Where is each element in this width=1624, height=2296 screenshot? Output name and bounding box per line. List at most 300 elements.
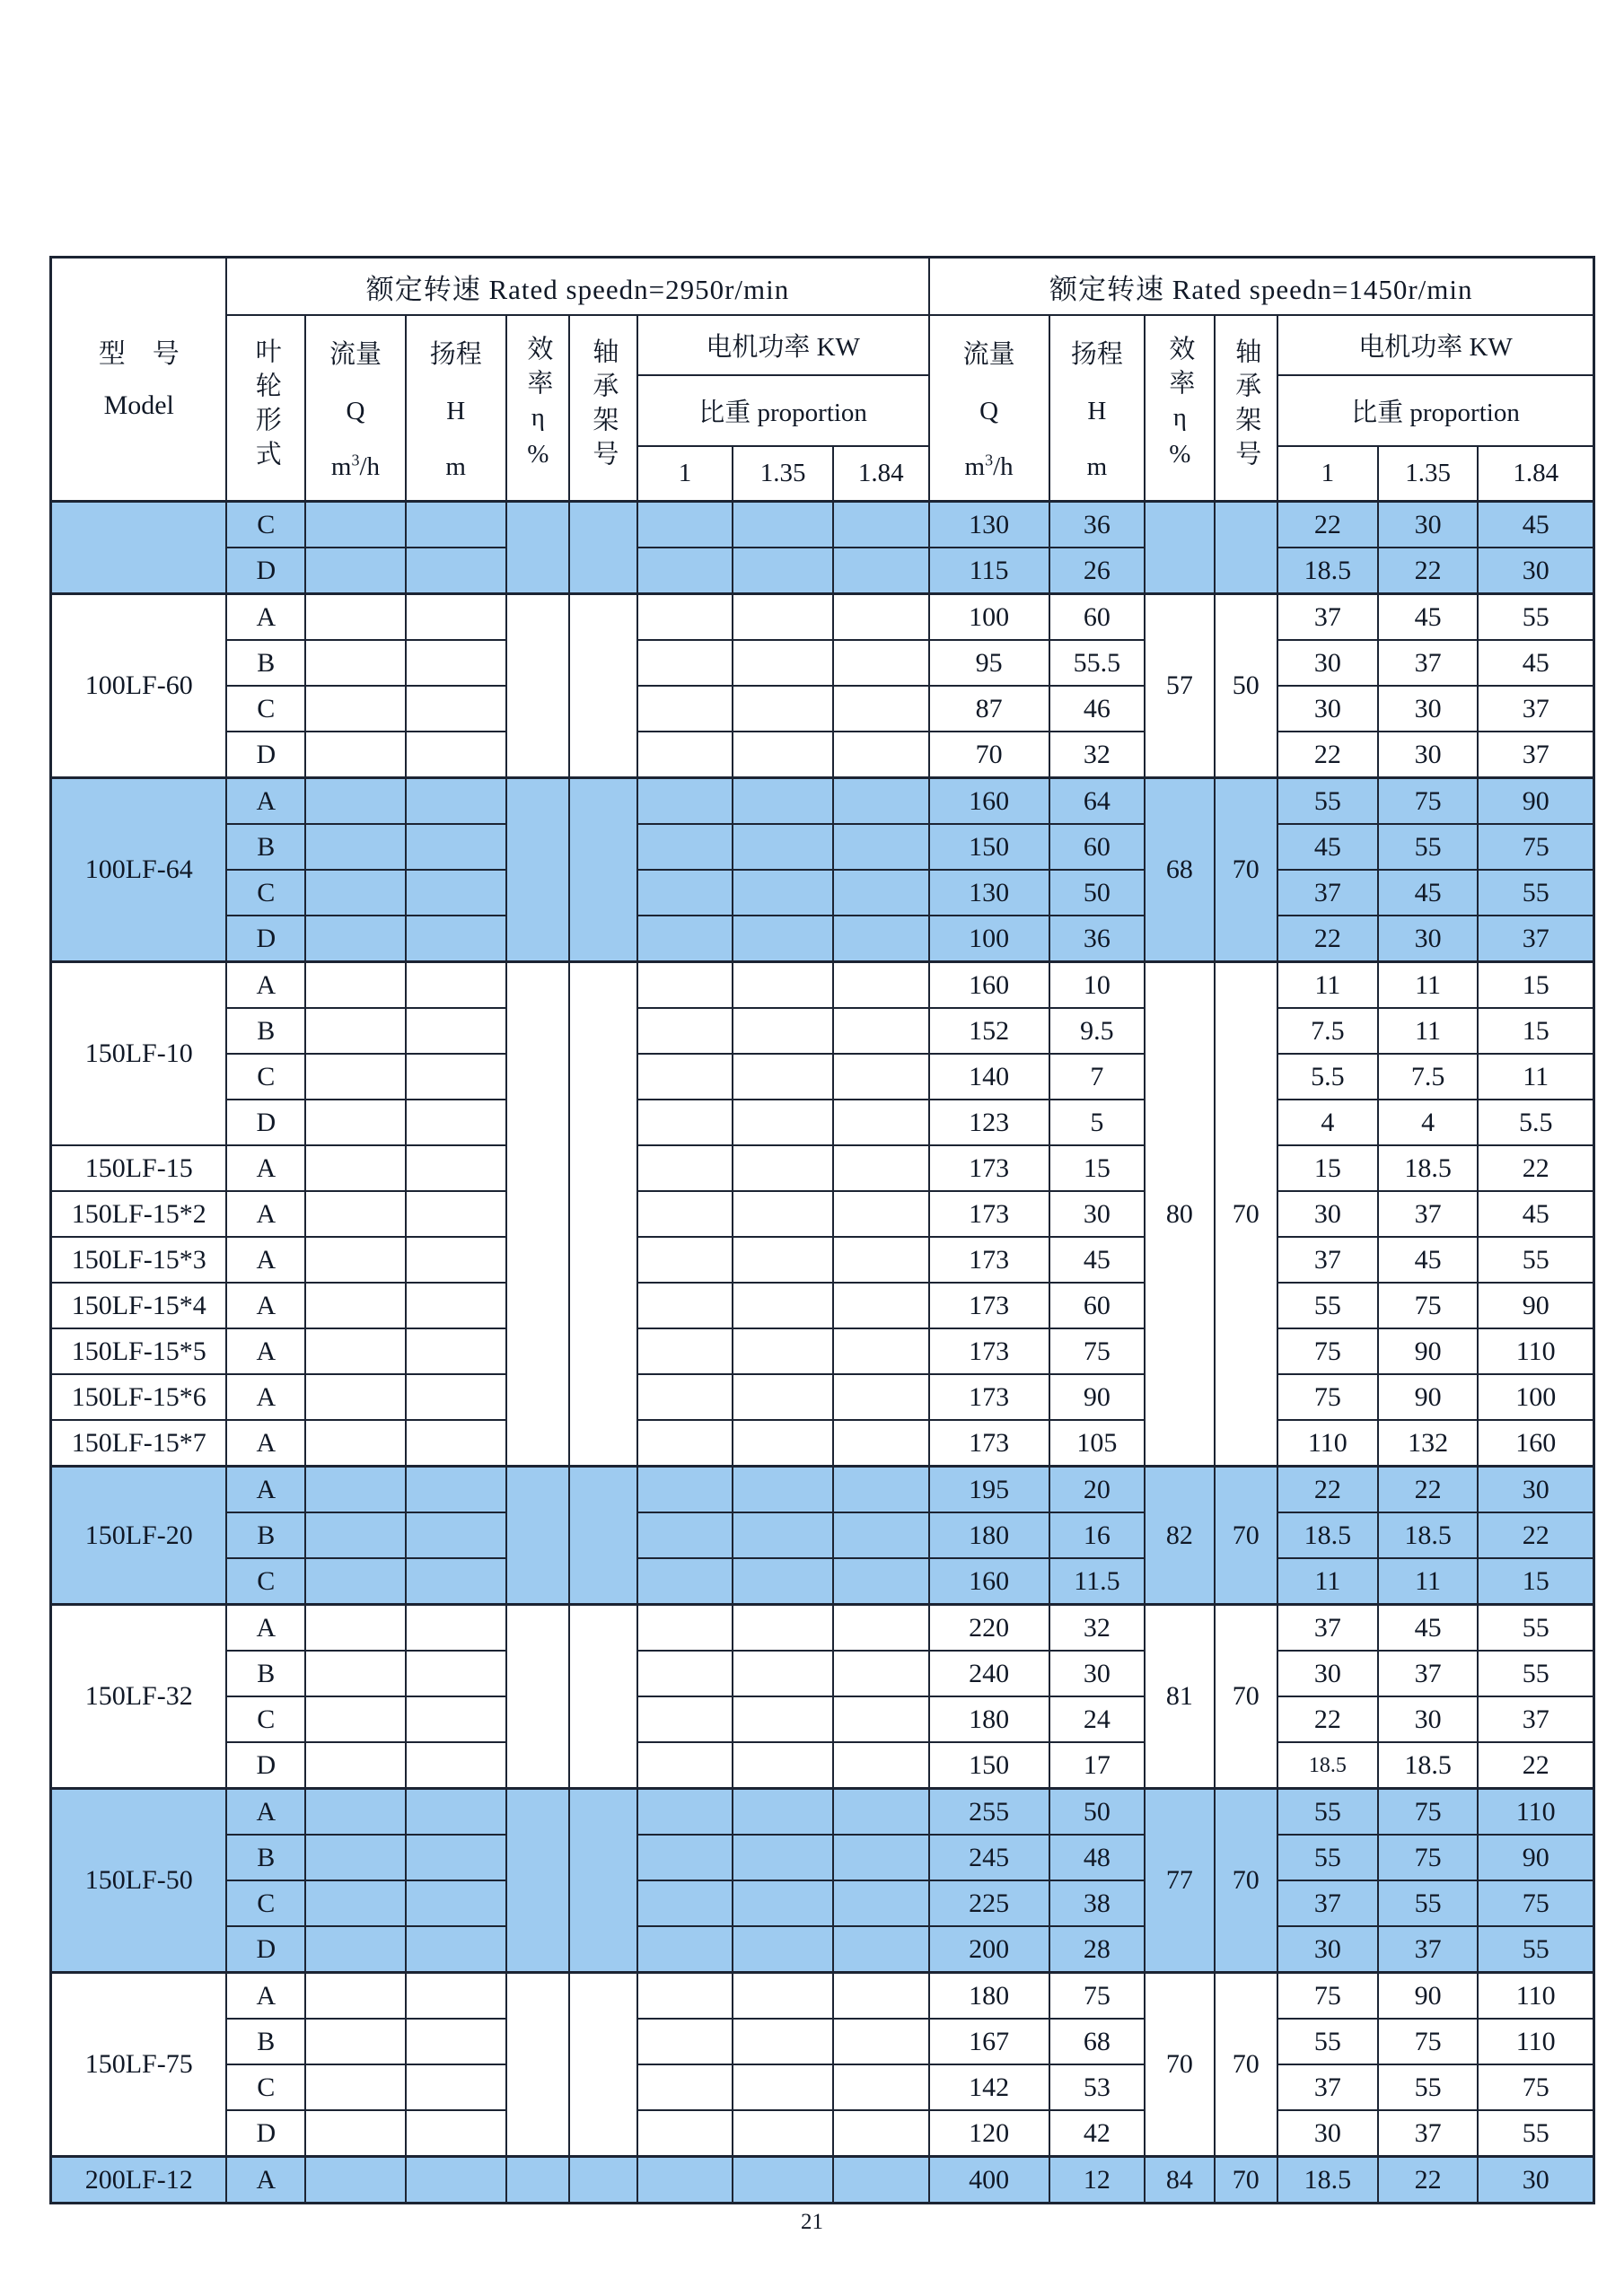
flow-1450-cell: 180 (929, 1973, 1049, 2020)
power135-2950-cell (733, 1237, 833, 1283)
head-1450-cell: 7 (1049, 1054, 1146, 1100)
model-cell: 150LF-15*4 (51, 1283, 227, 1328)
power1-1450-cell: 75 (1277, 1328, 1378, 1374)
power1-1450-cell: 37 (1277, 1605, 1378, 1652)
model-label-cn: 型 号 (98, 338, 180, 369)
impeller-cell: A (226, 1145, 305, 1191)
impeller-cell: C (226, 1696, 305, 1742)
power135-1450-cell: 55 (1378, 2064, 1479, 2110)
flow-2950-cell (305, 1374, 406, 1420)
flow-1450-cell: 100 (929, 594, 1049, 641)
power135-2950-cell (733, 548, 833, 594)
head-2950-cell (406, 1558, 506, 1605)
power1-2950-cell (637, 1835, 733, 1880)
head-2950-cell (406, 962, 506, 1009)
flow-2950-cell (305, 1789, 406, 1836)
power184-2950-cell (833, 1558, 929, 1605)
power1-2950-cell (637, 1512, 733, 1558)
impeller-cell: A (226, 1973, 305, 2020)
power135-2950-cell (733, 1328, 833, 1374)
flow-2950-cell (305, 1835, 406, 1880)
power1-1450-cell: 11 (1277, 1558, 1378, 1605)
impeller-cell: C (226, 502, 305, 548)
power135-1450-cell: 11 (1378, 1558, 1479, 1605)
flow-1450-cell: 140 (929, 1054, 1049, 1100)
head-2950-cell (406, 1145, 506, 1191)
power184-1450-cell: 37 (1478, 686, 1593, 732)
impeller-cell: C (226, 686, 305, 732)
flow-1450-cell: 400 (929, 2157, 1049, 2204)
bearing-1450-cell: 70 (1215, 1605, 1277, 1789)
impeller-cell: C (226, 1880, 305, 1926)
flow-2950-cell (305, 2064, 406, 2110)
power135-2950-cell (733, 1374, 833, 1420)
table-row (51, 1374, 1594, 1420)
power1-1450-cell: 30 (1277, 686, 1378, 732)
flow-1450-cell: 173 (929, 1420, 1049, 1467)
impeller-cell: B (226, 1512, 305, 1558)
head-1450-cell: 45 (1049, 1237, 1146, 1283)
power135-2950-cell (733, 1926, 833, 1973)
bearing-1450-cell: 70 (1215, 1789, 1277, 1973)
bearing-2950-cell (569, 1605, 637, 1789)
power1-2950-cell (637, 640, 733, 686)
table-row (51, 1191, 1594, 1237)
power1-1450-cell: 30 (1277, 1926, 1378, 1973)
impeller-cell: C (226, 2064, 305, 2110)
power1-1450-cell: 55 (1277, 1789, 1378, 1836)
power184-2950-cell (833, 2019, 929, 2064)
impeller-cell: B (226, 1835, 305, 1880)
power135-2950-cell (733, 1191, 833, 1237)
power135-1450-cell: 30 (1378, 732, 1479, 778)
power1-1450-cell: 75 (1277, 1374, 1378, 1420)
power135-2950-cell (733, 1283, 833, 1328)
flow-1450-cell: 152 (929, 1008, 1049, 1054)
flow-2950-cell (305, 1467, 406, 1513)
power1-2950-cell (637, 1880, 733, 1926)
power1-1450-cell: 75 (1277, 1973, 1378, 2020)
power1-1450-cell: 18.5 (1277, 1742, 1378, 1789)
eff-2950-cell (506, 778, 569, 962)
flow-1450-cell: 225 (929, 1880, 1049, 1926)
bearing-2950-cell (569, 2157, 637, 2204)
bearing-1450-cell: 70 (1215, 2157, 1277, 2204)
flow-1450-cell: 200 (929, 1926, 1049, 1973)
head-1450-cell: 75 (1049, 1328, 1146, 1374)
flow-2950-cell (305, 1100, 406, 1145)
power135-2950-cell (733, 1054, 833, 1100)
power1-1450-cell: 30 (1277, 1651, 1378, 1696)
head-1450-cell: 10 (1049, 962, 1146, 1009)
power1-2950-cell (637, 1558, 733, 1605)
table-row (51, 1651, 1594, 1696)
flow-2950-cell (305, 1605, 406, 1652)
head-1450-cell: 64 (1049, 778, 1146, 825)
impeller-cell: C (226, 1558, 305, 1605)
power184-2950-cell (833, 1651, 929, 1696)
flow-1450-cell: 180 (929, 1512, 1049, 1558)
bearing-1450-cell: 70 (1215, 1973, 1277, 2157)
power135-2950-cell (733, 2019, 833, 2064)
head-2950-cell (406, 1237, 506, 1283)
head-2950-cell (406, 2110, 506, 2157)
flow-1450-cell: 167 (929, 2019, 1049, 2064)
flow-1450-cell: 123 (929, 1100, 1049, 1145)
flow-1450-cell: 70 (929, 732, 1049, 778)
flow-1450-cell: 120 (929, 2110, 1049, 2157)
power184-1450-cell: 90 (1478, 1835, 1593, 1880)
power184-1450-cell: 100 (1478, 1374, 1593, 1420)
bearing-1450-cell: 50 (1215, 594, 1277, 778)
power1-2950-cell (637, 1789, 733, 1836)
power1-2950-cell (637, 962, 733, 1009)
power184-2950-cell (833, 1145, 929, 1191)
power1-2950-cell (637, 2064, 733, 2110)
power184-1450-cell: 22 (1478, 1512, 1593, 1558)
power184-1450-cell: 30 (1478, 548, 1593, 594)
power1-2950-cell (637, 1374, 733, 1420)
head-1450-cell: 36 (1049, 502, 1146, 548)
power135-1450-cell: 30 (1378, 502, 1479, 548)
flow-1450-cell: 180 (929, 1696, 1049, 1742)
power135-1450-cell: 30 (1378, 686, 1479, 732)
head-1450-cell: 16 (1049, 1512, 1146, 1558)
power184-2950-cell (833, 1696, 929, 1742)
head-2950-cell (406, 1973, 506, 2020)
head-1450-cell: 46 (1049, 686, 1146, 732)
eff-1450-cell: 57 (1145, 594, 1214, 778)
power184-2950-cell (833, 1512, 929, 1558)
power184-2950-cell (833, 732, 929, 778)
table-row (51, 686, 1594, 732)
flow-label-cn: 流量 (962, 339, 1015, 369)
table-row (51, 824, 1594, 870)
power184-2950-cell (833, 1973, 929, 2020)
flow-1450-cell: 160 (929, 962, 1049, 1009)
table-row (51, 1008, 1594, 1054)
table-row (51, 502, 1594, 548)
power184-2950-cell (833, 594, 929, 641)
head-1450-cell: 24 (1049, 1696, 1146, 1742)
power1-2950-cell (637, 1191, 733, 1237)
flow-2950-cell (305, 1512, 406, 1558)
power184-2950-cell (833, 2110, 929, 2157)
head-2950-cell (406, 502, 506, 548)
flow-1450-cell: 100 (929, 916, 1049, 962)
power135-1450-cell: 18.5 (1378, 1512, 1479, 1558)
head-1450-cell: 32 (1049, 1605, 1146, 1652)
eff-2950-cell (506, 962, 569, 1467)
head-1450-cell: 75 (1049, 1973, 1146, 2020)
power1-1450-cell: 37 (1277, 870, 1378, 916)
power184-1450-cell: 30 (1478, 1467, 1593, 1513)
power1-2950-cell (637, 2157, 733, 2204)
power1-1450-cell: 22 (1277, 502, 1378, 548)
impeller-cell: A (226, 1467, 305, 1513)
table-row (51, 2110, 1594, 2157)
head-1450-cell: 30 (1049, 1651, 1146, 1696)
power1-1450-cell: 30 (1277, 2110, 1378, 2157)
head-1450-cell: 60 (1049, 824, 1146, 870)
power135-2950-cell (733, 916, 833, 962)
flow-2950-cell (305, 1742, 406, 1789)
head-2950-cell (406, 1742, 506, 1789)
flow-2950-cell (305, 870, 406, 916)
head-2950-column-header (406, 315, 506, 502)
power184-2950-cell (833, 1789, 929, 1836)
power184-1450-cell: 90 (1478, 778, 1593, 825)
power184-2950-cell (833, 870, 929, 916)
head-1450-cell: 50 (1049, 870, 1146, 916)
power135-2950-cell (733, 594, 833, 641)
power135-1450-cell: 90 (1378, 1374, 1479, 1420)
power1-2950-cell (637, 1100, 733, 1145)
power1-1450-cell: 110 (1277, 1420, 1378, 1467)
power1-2950-cell (637, 870, 733, 916)
bearing-2950-cell (569, 962, 637, 1467)
flow-2950-cell (305, 1973, 406, 2020)
table-row (51, 1328, 1594, 1374)
table-body (51, 502, 1594, 2204)
head-symbol: H (446, 396, 466, 425)
table-row (51, 594, 1594, 641)
flow-1450-cell: 150 (929, 824, 1049, 870)
flow-1450-cell: 150 (929, 1742, 1049, 1789)
table-row (51, 1420, 1594, 1467)
head-1450-cell: 60 (1049, 594, 1146, 641)
power184-1450-cell: 37 (1478, 916, 1593, 962)
flow-1450-cell: 173 (929, 1145, 1049, 1191)
model-cell (51, 502, 227, 594)
bearing-2950-cell (569, 1973, 637, 2157)
head-2950-cell (406, 870, 506, 916)
model-cell: 150LF-15*2 (51, 1191, 227, 1237)
table-row (51, 1512, 1594, 1558)
head-1450-cell: 28 (1049, 1926, 1146, 1973)
flow-2950-cell (305, 1651, 406, 1696)
power184-1450-cell: 55 (1478, 1926, 1593, 1973)
model-cell: 200LF-12 (51, 2157, 227, 2204)
table-row (51, 1605, 1594, 1652)
flow-2950-cell (305, 1696, 406, 1742)
head-2950-cell (406, 778, 506, 825)
impeller-cell: A (226, 1374, 305, 1420)
power184-2950-cell (833, 916, 929, 962)
power135-1450-cell: 90 (1378, 1973, 1479, 2020)
power135-1450-cell: 75 (1378, 2019, 1479, 2064)
power184-2950-cell (833, 2064, 929, 2110)
impeller-cell: A (226, 1237, 305, 1283)
power184-1450-cell: 110 (1478, 1789, 1593, 1836)
head-2950-cell (406, 1328, 506, 1374)
proportion-1450-col-184: 1.84 (1478, 446, 1593, 502)
head-1450-cell: 53 (1049, 2064, 1146, 2110)
power1-1450-cell: 55 (1277, 778, 1378, 825)
flow-unit: $m^3/h$ (330, 451, 381, 482)
power1-1450-cell: 22 (1277, 732, 1378, 778)
head-2950-cell (406, 1008, 506, 1054)
power135-1450-cell: 37 (1378, 1651, 1479, 1696)
flow-2950-cell (305, 1328, 406, 1374)
power1-1450-cell: 5.5 (1277, 1054, 1378, 1100)
head-2950-cell (406, 1605, 506, 1652)
table-row (51, 962, 1594, 1009)
rated-speed-2950-header: 额定转速 Rated speedn=2950r/min (226, 258, 928, 316)
eff-2950-cell (506, 1973, 569, 2157)
power135-2950-cell (733, 1512, 833, 1558)
head-1450-cell: 32 (1049, 732, 1146, 778)
power1-2950-cell (637, 1973, 733, 2020)
power135-2950-cell (733, 824, 833, 870)
eff-1450-cell: 70 (1145, 1973, 1214, 2157)
power1-1450-cell: 7.5 (1277, 1008, 1378, 1054)
head-2950-cell (406, 1191, 506, 1237)
bearing-1450-column-header: 轴承架号 (1215, 315, 1277, 502)
power135-2950-cell (733, 686, 833, 732)
power1-2950-cell (637, 1467, 733, 1513)
head-1450-cell: 9.5 (1049, 1008, 1146, 1054)
table-row (51, 1973, 1594, 2020)
impeller-cell: A (226, 1420, 305, 1467)
head-1450-cell: 55.5 (1049, 640, 1146, 686)
head-2950-cell (406, 2157, 506, 2204)
bearing-1450-cell (1215, 502, 1277, 594)
power184-1450-cell: 15 (1478, 1008, 1593, 1054)
flow-1450-cell: 130 (929, 502, 1049, 548)
power135-1450-cell: 75 (1378, 778, 1479, 825)
head-2950-cell (406, 1926, 506, 1973)
impeller-cell: D (226, 548, 305, 594)
power135-1450-cell: 37 (1378, 2110, 1479, 2157)
head-symbol: H (1087, 396, 1107, 425)
power1-2950-cell (637, 1651, 733, 1696)
motor-power-2950-header: 电机功率 KW (637, 315, 929, 375)
power184-1450-cell: 110 (1478, 1973, 1593, 2020)
flow-unit: $m^3/h$ (964, 451, 1014, 482)
power135-2950-cell (733, 778, 833, 825)
flow-2950-cell (305, 1191, 406, 1237)
model-column-header (51, 258, 227, 502)
impeller-cell: D (226, 1926, 305, 1973)
efficiency-1450-column-header: 效率η% (1145, 315, 1214, 502)
impeller-cell: D (226, 732, 305, 778)
proportion-2950-col-1: 1 (637, 446, 733, 502)
table-row (51, 1558, 1594, 1605)
impeller-cell: A (226, 594, 305, 641)
head-2950-cell (406, 916, 506, 962)
power135-2950-cell (733, 1696, 833, 1742)
power1-2950-cell (637, 548, 733, 594)
power1-2950-cell (637, 1283, 733, 1328)
head-2950-cell (406, 2064, 506, 2110)
table-row (51, 1145, 1594, 1191)
table-header (51, 258, 1594, 502)
power135-2950-cell (733, 1558, 833, 1605)
model-cell: 150LF-10 (51, 962, 227, 1146)
power1-1450-cell: 18.5 (1277, 2157, 1378, 2204)
head-unit: m (445, 452, 466, 482)
power184-2950-cell (833, 1237, 929, 1283)
head-unit: m (1086, 452, 1108, 482)
power135-1450-cell: 45 (1378, 1605, 1479, 1652)
head-1450-cell: 30 (1049, 1191, 1146, 1237)
head-1450-cell: 105 (1049, 1420, 1146, 1467)
flow-2950-cell (305, 686, 406, 732)
table-row (51, 1054, 1594, 1100)
head-1450-cell: 17 (1049, 1742, 1146, 1789)
power184-1450-cell: 90 (1478, 1283, 1593, 1328)
power1-1450-cell: 30 (1277, 1191, 1378, 1237)
bearing-2950-cell (569, 502, 637, 594)
power1-1450-cell: 55 (1277, 2019, 1378, 2064)
flow-2950-cell (305, 1926, 406, 1973)
power1-1450-cell: 18.5 (1277, 1512, 1378, 1558)
model-cell: 150LF-15 (51, 1145, 227, 1191)
head-1450-cell: 20 (1049, 1467, 1146, 1513)
power135-2950-cell (733, 1835, 833, 1880)
head-1450-column-header (1049, 315, 1146, 502)
flow-2950-cell (305, 2110, 406, 2157)
power184-2950-cell (833, 1835, 929, 1880)
power1-1450-cell: 22 (1277, 1696, 1378, 1742)
power135-2950-cell (733, 2064, 833, 2110)
table-row (51, 916, 1594, 962)
power184-2950-cell (833, 1328, 929, 1374)
head-2950-cell (406, 1880, 506, 1926)
power184-1450-cell: 110 (1478, 1328, 1593, 1374)
rated-speed-1450-header: 额定转速 Rated speedn=1450r/min (929, 258, 1594, 316)
head-label-cn: 扬程 (429, 339, 482, 369)
flow-2950-cell (305, 1054, 406, 1100)
power184-1450-cell: 22 (1478, 1742, 1593, 1789)
power1-1450-cell: 30 (1277, 640, 1378, 686)
head-2950-cell (406, 1054, 506, 1100)
flow-2950-column-header (305, 315, 406, 502)
power184-1450-cell: 55 (1478, 1237, 1593, 1283)
power1-2950-cell (637, 1420, 733, 1467)
head-2950-cell (406, 1696, 506, 1742)
power184-1450-cell: 55 (1478, 870, 1593, 916)
power1-1450-cell: 22 (1277, 1467, 1378, 1513)
power184-2950-cell (833, 1374, 929, 1420)
power135-2950-cell (733, 1742, 833, 1789)
head-2950-cell (406, 1283, 506, 1328)
power184-1450-cell: 45 (1478, 640, 1593, 686)
head-1450-cell: 12 (1049, 2157, 1146, 2204)
power135-1450-cell: 75 (1378, 1789, 1479, 1836)
power184-2950-cell (833, 962, 929, 1009)
eff-2950-cell (506, 2157, 569, 2204)
bearing-2950-cell (569, 1467, 637, 1605)
power135-2950-cell (733, 1420, 833, 1467)
model-cell: 150LF-15*6 (51, 1374, 227, 1420)
flow-1450-cell: 173 (929, 1237, 1049, 1283)
power1-2950-cell (637, 1054, 733, 1100)
head-2950-cell (406, 1789, 506, 1836)
impeller-cell: D (226, 916, 305, 962)
model-cell: 150LF-50 (51, 1789, 227, 1973)
eff-1450-cell: 80 (1145, 962, 1214, 1467)
power135-2950-cell (733, 1008, 833, 1054)
eff-2950-cell (506, 502, 569, 594)
flow-1450-cell: 173 (929, 1374, 1049, 1420)
power135-2950-cell (733, 1651, 833, 1696)
power1-1450-cell: 22 (1277, 916, 1378, 962)
power1-2950-cell (637, 1008, 733, 1054)
power1-1450-cell: 37 (1277, 1237, 1378, 1283)
power184-1450-cell: 160 (1478, 1420, 1593, 1467)
